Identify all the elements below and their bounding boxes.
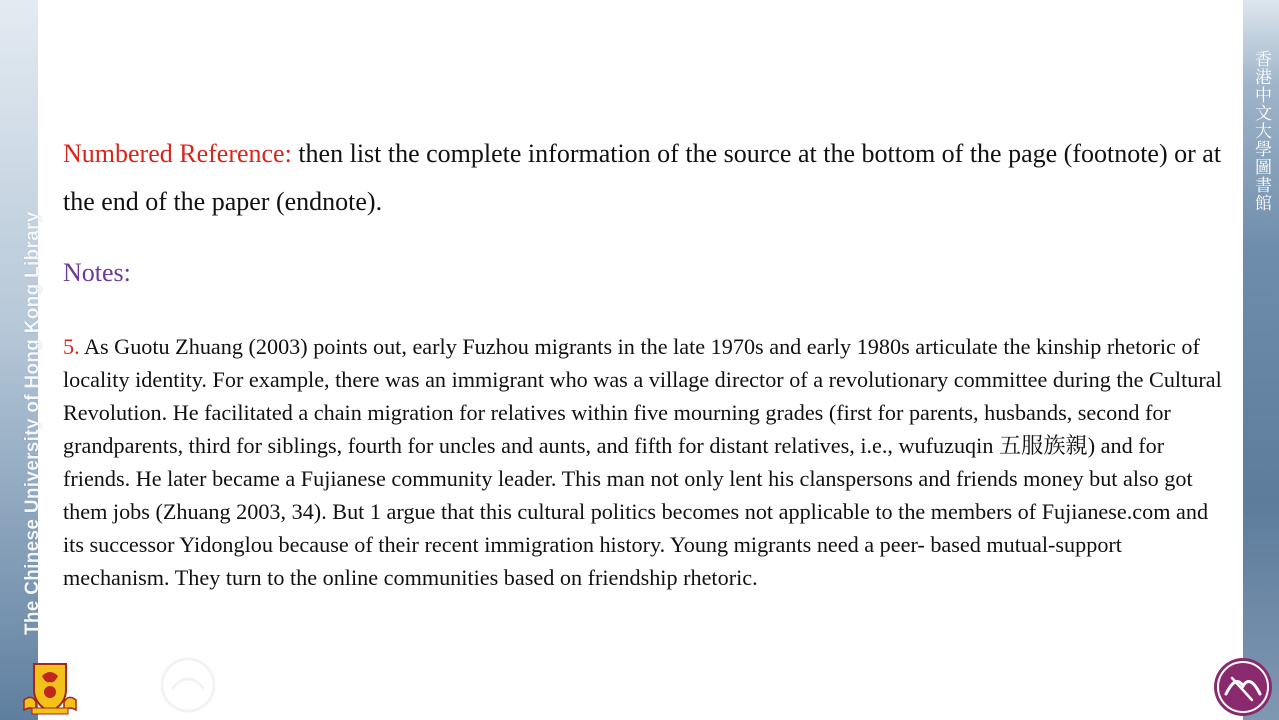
library-name-chinese: 香港中文大學圖書館 bbox=[1251, 50, 1271, 212]
note-number: 5. bbox=[63, 334, 80, 359]
university-name-vertical: The Chinese University of Hong Kong Library bbox=[22, 211, 43, 635]
cuhk-crest-icon bbox=[20, 660, 80, 716]
notes-heading: Notes: bbox=[63, 258, 131, 287]
right-sidebar bbox=[1243, 0, 1279, 720]
reference-description bbox=[63, 130, 1223, 226]
numbered-reference-label: Numbered Reference: bbox=[63, 139, 292, 168]
library-logo-icon bbox=[1212, 656, 1274, 718]
watermark-icon bbox=[158, 655, 218, 715]
numbered-reference-paragraph bbox=[63, 130, 1223, 226]
note-paragraph bbox=[63, 330, 1223, 594]
note-text: As Guotu Zhuang (2003) points out, early Fuzhou migrants in the late 1970s and early 1980s articulate the kinship rhetoric of locality identity. For example, there was an immigrant who was a village director of a revolutionary committee during the Cultural Revolution. He facilitated a chain migration for relatives within five mourning grades (first for parents, husbands, second for grandparents, third for siblings, fourth for uncles and aunts, and fifth for distant relatives, i.e., wufuzuqin 五服族親) and for friends. He later became a Fujianese community leader. This man not only lent his clanspersons and friends money but also got them jobs (Zhuang 2003, 34). But 1 argue that this cultural politics becomes not applicable to the members of Fujianese.com and its successor Yidonglou because of their recent immigration history. Young migrants need a peer- based mutual-support mechanism. They turn to the online communities based on friendship rhetoric. bbox=[63, 334, 1222, 590]
left-sidebar bbox=[0, 0, 43, 720]
numbered-reference-text: then list the complete information of the source at the bottom of the page (footnote) or at the end of the paper (endnote). bbox=[63, 139, 1222, 216]
